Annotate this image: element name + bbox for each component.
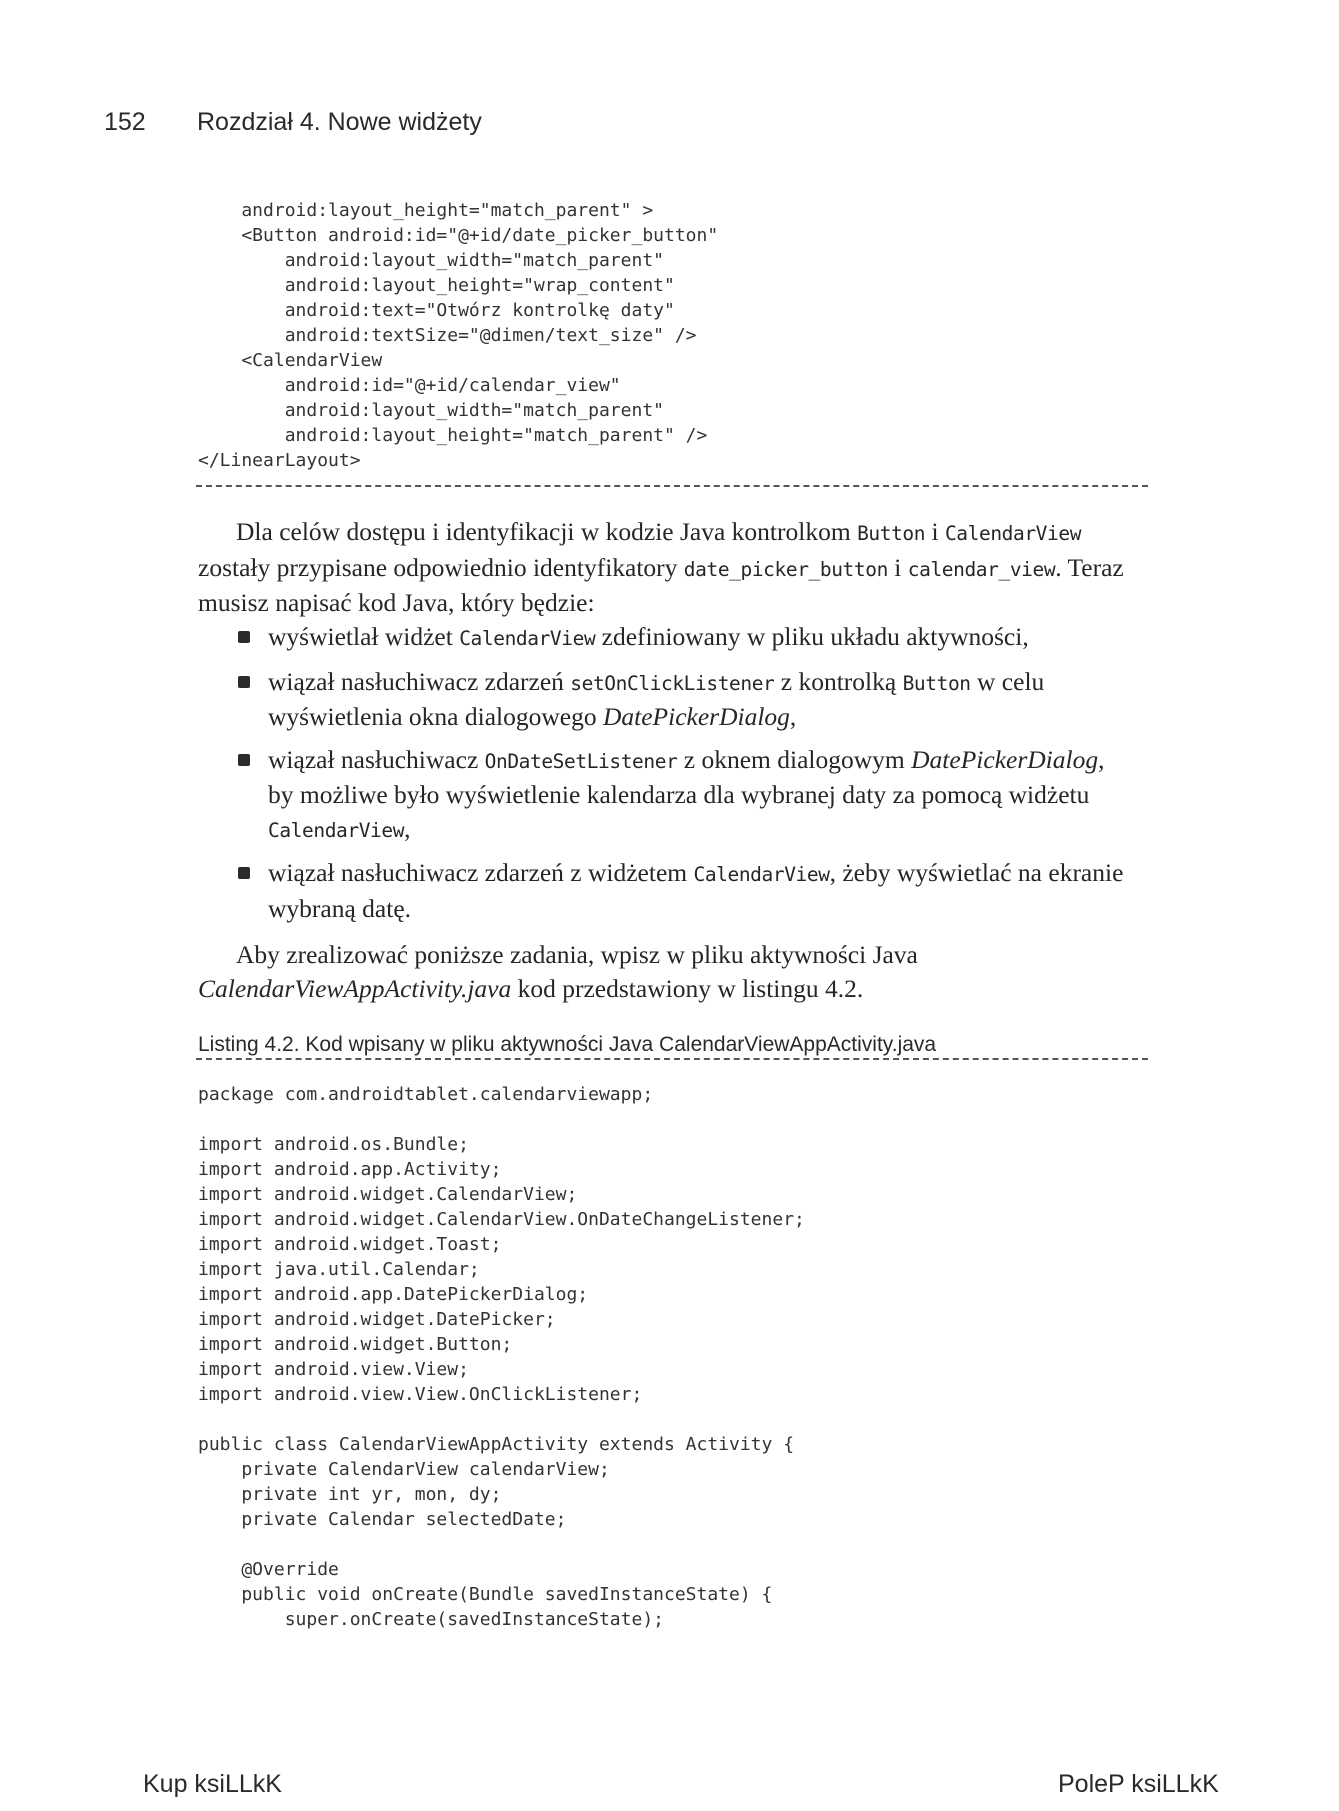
square-bullet-icon <box>238 867 250 879</box>
body-paragraph <box>198 515 1128 620</box>
inline-code: OnDateSetListener <box>484 749 678 773</box>
text-run: , <box>404 813 411 843</box>
text-run: , żeby wyświetlać na ekranie wybraną datę. <box>268 858 1124 923</box>
list-item <box>198 856 1128 925</box>
list-item <box>198 620 1128 656</box>
text-run: , by możliwe było wyświetlenie kalendarza dla wybranej daty za pomocą widżetu <box>268 744 1105 809</box>
text-run: z kontrolką <box>774 666 903 696</box>
text-run: Aby zrealizować poniższe zadania, wpisz w pliku aktywności Java <box>236 940 918 969</box>
text-run: wiązał nasłuchiwacz <box>268 744 485 774</box>
text-run: wiązał nasłuchiwacz zdarzeń z widżetem <box>268 858 694 887</box>
chapter-title: Rozdział 4. Nowe widżety <box>197 108 482 136</box>
listing-caption: Listing 4.2. Kod wpisany w pliku aktywności Java CalendarViewAppActivity.java <box>198 1033 937 1056</box>
text-run: w celu wyświetlenia okna dialogowego <box>268 666 1045 731</box>
inline-code: CalendarView <box>693 863 830 886</box>
bullet-list <box>198 620 1128 934</box>
text-run: z oknem dialogowym <box>677 744 912 774</box>
dashed-rule <box>196 485 1148 487</box>
square-bullet-icon <box>238 631 250 643</box>
dashed-rule <box>196 1058 1148 1060</box>
inline-code: calendar_view <box>907 557 1056 581</box>
italic-term: DatePickerDialog <box>602 702 790 731</box>
inline-code: CalendarView <box>459 627 596 650</box>
text-run: , <box>789 702 797 731</box>
code-block-layout-xml: android:layout_height="match_parent" > <Button android:id="@+id/date_picker_button" android:layout_width="match_parent" android:layout_height="wrap_content" android:text="Otwórz kontrolkę daty" android:textSize="@dimen/text_size" /> <CalendarView android:id="@+id/calendar_view" android:layout_width="match_parent" android:layout_height="match_parent" /> </LinearLayout> <box>198 200 719 471</box>
text-run: wyświetlał widżet <box>268 622 460 651</box>
square-bullet-icon <box>238 754 250 766</box>
text-run: kod przedstawiony w listingu 4.2. <box>511 973 864 1003</box>
inline-code: Button <box>902 671 971 695</box>
text-run: wiązał nasłuchiwacz zdarzeń <box>268 666 571 696</box>
text-run: Dla celów dostępu i identyfikacji w kodzie Java kontrolkom <box>236 517 858 546</box>
page-number: 152 <box>104 108 146 136</box>
body-paragraph <box>198 938 1128 1005</box>
square-bullet-icon <box>238 676 250 688</box>
inline-code: setOnClickListener <box>570 671 775 695</box>
text-run: . Teraz musisz napisać kod Java, który będzie: <box>198 552 1124 617</box>
inline-code: CalendarView <box>944 522 1082 545</box>
italic-term: DatePickerDialog <box>911 744 1099 774</box>
code-listing-java: package com.androidtablet.calendarviewapp; import android.os.Bundle; import android.app.Activity; import android.widget.CalendarView; import android.widget.CalendarView.OnDateChangeListener; import android.widget.Toast; import java.util.Calendar; import android.app.DatePickerDialog; import android.widget.DatePicker; import android.widget.Button; import android.view.View; import android.view.View.OnClickListener; public class CalendarViewAppActivity extends Activity { private CalendarView calendarView; private int yr, mon, dy; private Calendar selectedDate; @Override public void onCreate(Bundle savedInstanceState) { super.onCreate(savedInstanceState); <box>198 1084 805 1630</box>
text-run: i <box>925 517 945 546</box>
footer-left-link[interactable]: Kup ksiLLkK <box>143 1770 282 1798</box>
inline-code: CalendarView <box>268 818 405 842</box>
text-run: zdefiniowany w pliku układu aktywności, <box>595 622 1029 651</box>
footer-right-link[interactable]: PoleP ksiLLkK <box>1058 1770 1219 1798</box>
inline-code: date_picker_button <box>683 557 888 581</box>
inline-code: Button <box>857 522 926 545</box>
text-run: zostały przypisane odpowiednio identyfikatory <box>198 552 684 582</box>
italic-filename: CalendarViewAppActivity.java <box>198 973 512 1003</box>
text-run: i <box>887 552 908 582</box>
list-item <box>198 743 1128 848</box>
list-item <box>198 665 1128 734</box>
